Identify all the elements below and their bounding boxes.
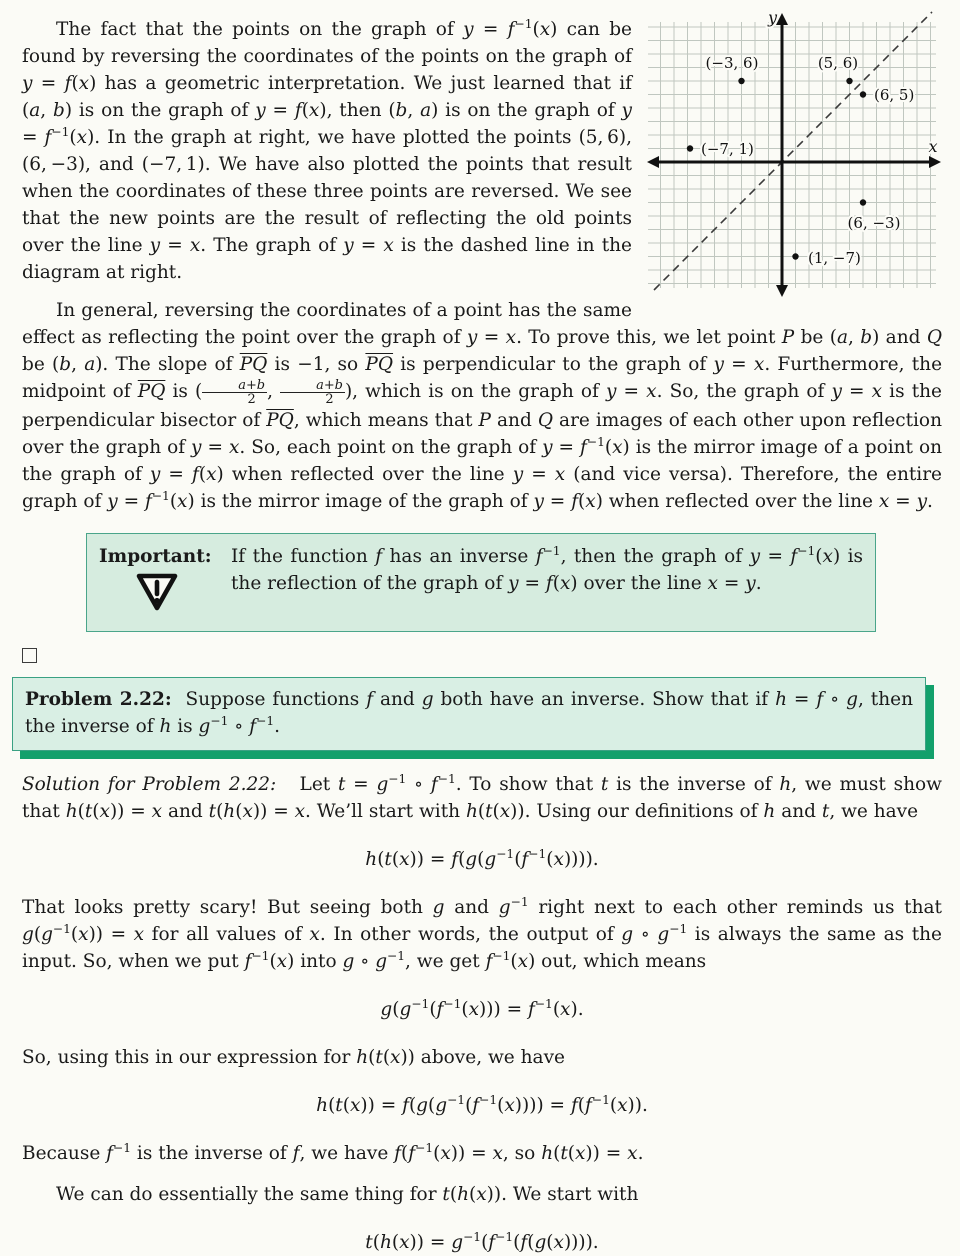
plotted-point-neg3-6	[738, 78, 744, 84]
plotted-point-neg7-1	[687, 145, 693, 151]
important-text: If the function f has an inverse $f^{-1}$, then the graph of $y = f^{-1}(x)$ is the reflection of the graph of y = f(x) over the line x = y.	[231, 543, 863, 595]
y-axis-top-arrow	[776, 13, 788, 25]
problem-label: Problem 2.22:	[25, 689, 172, 711]
equation-g-ginverse: $g(g^{-1}(f^{-1}(x))) = f^{-1}(x)$.	[380, 996, 584, 1021]
point-label: (6, 5)	[874, 86, 915, 104]
equation-t-h-x: $t(h(x)) = g^{-1}(f^{-1}(f(g(x))))$.	[365, 1229, 599, 1254]
solution-paragraph-same-thing: We can do essentially the same thing for t(h(x)). We start with	[56, 1184, 639, 1206]
y-axis-label: y	[767, 10, 777, 27]
solution-paragraph-substitute: So, using this in our expression for h(t(x)) above, we have	[22, 1047, 565, 1069]
problem-box	[12, 677, 926, 751]
plotted-point-6-neg3	[860, 199, 866, 205]
x-axis-label: x	[928, 137, 938, 156]
y-axis-bottom-arrow	[776, 285, 788, 297]
grid-horizontal-lines	[648, 27, 936, 284]
plotted-point-6-5	[860, 91, 866, 97]
point-label: (−7, 1)	[701, 140, 754, 158]
exercise-end-square	[22, 648, 37, 663]
plotted-point-5-6	[846, 78, 852, 84]
solution-paragraph-scary: That looks pretty scary! But seeing both g and $g^{-1}$ right next to each other reminds us that $g(g^{-1}(x)) = x$ for all values of x. In other words, the output of g ∘ $g^{-1}$ is always the same as the input. So, when we put $f^{-1}(x)$ into g ∘ $g^{-1}$, we get $f^{-1}(x)$ out, which means	[22, 894, 942, 973]
solution-section	[22, 771, 942, 1256]
x-axis-left-arrow	[647, 156, 659, 168]
paragraph-geometric-interpretation: The fact that the points on the graph of $y = f^{-1}(x)$ can be found by reversing the coordinates of the points on the graph of y = f(x) has a geometric interpretation. We just learned that if (a, b) is on the graph of y = f(x), then (b, a) is on the graph of $y = f^{-1}(x)$. In the graph at right, we have plotted the points (5, 6), (6, −3), and (−7, 1). We have also plotted the points that result when the coordinates of these three points are reversed. We see that the new points are the result of reflecting the old points over the line y = x. The graph of y = x is the dashed line in the diagram at right.	[22, 16, 633, 283]
solution-paragraph-because: Because $f^{-1}$ is the inverse of f, we have $f(f^{-1}(x)) = x$, so h(t(x)) = x.	[22, 1140, 644, 1165]
point-label: (1, −7)	[808, 249, 861, 267]
plotted-point-1-neg7	[792, 253, 798, 259]
coordinate-plane-svg	[646, 10, 942, 300]
warning-icon	[97, 571, 217, 621]
important-box	[86, 533, 876, 632]
x-axis-right-arrow	[929, 156, 941, 168]
point-label: (−3, 6)	[705, 54, 759, 72]
important-label: Important:	[99, 546, 212, 568]
problem-text: Suppose functions f and g both have an inverse. Show that if h = f ∘ g, then the inverse of h is $g^{-1}$ ∘ $f^{-1}$.	[25, 689, 914, 738]
solution-intro: Solution for Problem 2.22: Let $t = g^{-1}$ ∘ $f^{-1}$. To show that t is the inverse of h, we must show that h(t(x)) = x and t(h(x)) = x. We’ll start with h(t(x)). Using our definitions of h and t, we have	[22, 771, 942, 823]
paragraph-reflection-proof: In general, reversing the coordinates of a point has the same effect as reflecting the point over the graph of y = x. To prove this, we let point P be (a, b) and Q be (b, a). The slope of $\overline{PQ}$ is −1, so $\overline{PQ}$ is perpendicular to the graph of y = x. Furthermore, the midpoint of $\overline{PQ}$ is ( $\frac{a+b}{2}$ , $\frac{a+b}{2}$ ), which is on the graph of y = x. So, the graph of y = x is the perpendicular bisector of $\overline{PQ}$, which means that P and Q are images of each other upon reflection over the graph of y = x. So, each point on the graph of $y = f^{-1}(x)$ is the mirror image of a point on the graph of y = f(x) when reflected over the line y = x (and vice versa). Therefore, the entire graph of $y = f^{-1}(x)$ is the mirror image of the graph of y = f(x) when reflected over the line x = y.	[22, 300, 943, 513]
intro-section	[22, 10, 943, 515]
problem-statement	[25, 686, 913, 740]
equation-h-t-x-simplified: $h(t(x)) = f(g(g^{-1}(f^{-1}(x)))) = f(f^{-1}(x))$.	[316, 1092, 648, 1117]
point-label: (6, −3)	[847, 214, 901, 232]
equation-h-t-x-expanded: $h(t(x)) = f(g(g^{-1}(f^{-1}(x))))$.	[365, 846, 599, 871]
coordinate-graph-figure	[646, 10, 942, 300]
point-label: (5, 6)	[817, 54, 859, 72]
important-label-column	[97, 543, 217, 621]
